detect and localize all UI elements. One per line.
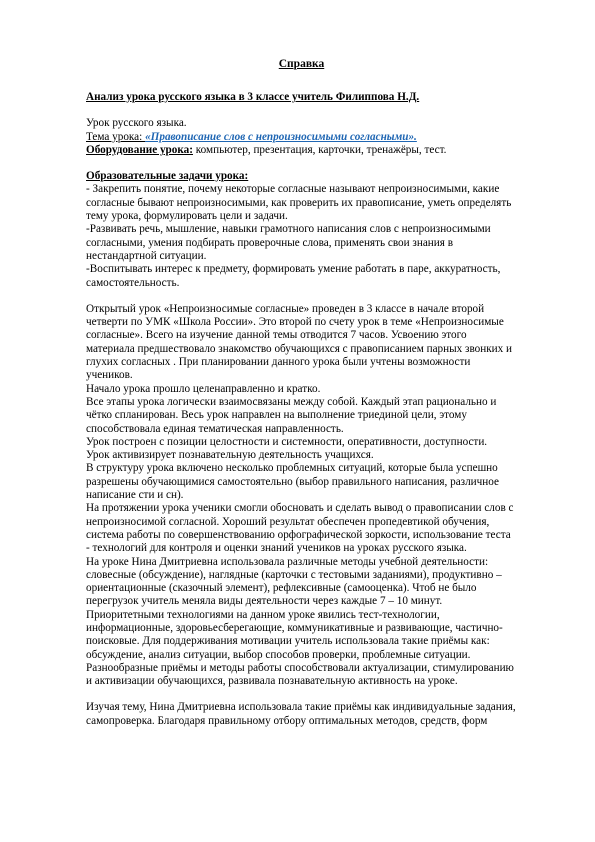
lesson-topic-line <box>86 131 517 144</box>
equipment-value: компьютер, презентация, карточки, тренажёры, тест. <box>192 143 447 156</box>
task-item: -Развивать речь, мышление, навыки грамотного написания слов с непроизносимыми согласными, умения подбирать проверочные слова, применять свои знания в нестандартной ситуации. <box>86 223 491 262</box>
body-paragraph: Открытый урок «Непроизносимые согласные» проведен в 3 классе в начале второй четверти по УМК «Школа России». Это второй по счету урок в теме «Непроизносимые согласные». Всего на изучение данной темы отводится 7 часов. Усвоению этого материала предшествовало знакомство обучающихся с правописанием парных звонких и глухих согласных . При планировании данного урока были учтены возможности учеников. <box>86 302 513 382</box>
closing-paragraph: Изучая тему, Нина Дмитриевна использовала такие приёмы как индивидуальные задания, самопроверка. Благодаря правильному отбору оптимальных методов, средств, форм <box>86 701 516 727</box>
document-title: Справка <box>278 58 325 70</box>
equipment-label: Оборудование урока: <box>86 143 193 156</box>
lesson-subject: Урок русского языка. <box>86 117 187 130</box>
spacer <box>86 104 517 117</box>
body-paragraph: В структуру урока включено несколько проблемных ситуаций, которые была успешно разрешены обучающимися самостоятельно (выбор правильного написания, различное написание сти и сн). <box>86 462 499 502</box>
body-paragraph: Урок активизирует познавательную деятельность учащихся. <box>86 449 374 462</box>
tasks-heading: Образовательные задачи урока: <box>86 170 249 183</box>
body-paragraph: На уроке Нина Дмитриевна использовала различные методы учебной деятельности: словесные (обсуждение), наглядные (карточки с тестовыми заданиями), продуктивно – ориентационные (сказочный элемент), рефлексивные (самооценка). Чтоб не было перегрузок учитель меняла виды деятельности через каждые 7 – 10 минут. <box>86 555 502 608</box>
task-item: -Воспитывать интерес к предмету, формировать умение работать в паре, аккуратность, самостоятельность. <box>86 263 501 289</box>
body-paragraph: Урок построен с позиции целостности и системности, оперативности, доступности. <box>86 435 488 448</box>
analysis-line: Анализ урока русского языка в 3 классе учитель Филиппова Н.Д. <box>86 91 420 103</box>
topic-value: «Правописание слов с непроизносимыми согласными». <box>145 130 417 143</box>
spacer <box>86 290 517 303</box>
body-paragraph: На протяжении урока ученики смогли обосновать и сделать вывод о правописании слов с непроизносимой согласной. Хороший результат обеспечен пропедевтикой обучения, система работы по совершенствованию орфографической зоркости, использование теста - технологий для контроля и оценки знаний учеников на уроках русского языка. <box>86 502 514 555</box>
spacer <box>86 688 517 701</box>
spacer <box>86 157 517 170</box>
task-item: - Закрепить понятие, почему некоторые согласные называют непроизносимыми, какие согласные бывают непроизносимыми, как проверить их правописание, уметь определять тему урока, формулировать цели и задачи. <box>86 183 512 223</box>
body-paragraph: Разнообразные приёмы и методы работы способствовали актуализации, стимулированию и активизации обучающихся, развивала познавательную активность на уроке. <box>86 661 514 688</box>
topic-label: Тема урока: <box>86 130 146 143</box>
equipment-line <box>86 144 517 157</box>
body-paragraph: Начало урока прошло целенаправленно и кратко. <box>86 382 321 395</box>
body-paragraph: Приоритетными технологиями на данном уроке явились тест-технологии, информационные, здоровьесберегающие, коммуникативные и развивающие, частично-поисковые. Для поддерживания мотивации учитель использовала такие приёмы как: обсуждение, анализ ситуации, выбор способов проверки, проблемные ситуации. <box>86 608 503 661</box>
body-paragraph: Все этапы урока логически взаимосвязаны между собой. Каждый этап рационально и чётко спланирован. Весь урок направлен на выполнение триединой цели, этому способствовала единая тематическая направленность. <box>86 395 497 435</box>
